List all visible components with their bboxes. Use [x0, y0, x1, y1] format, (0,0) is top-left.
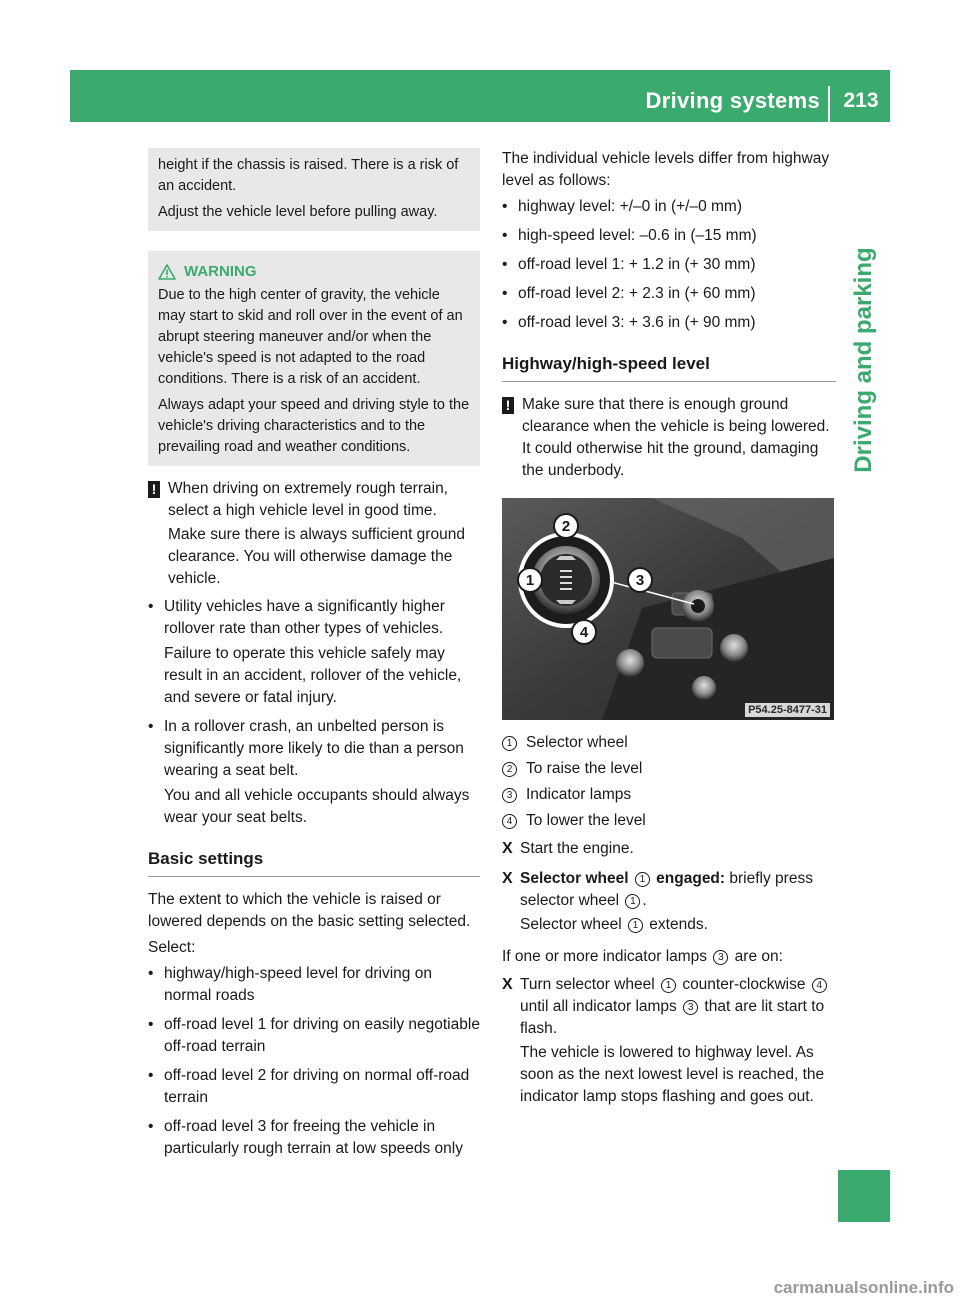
list-item-text: Failure to operate this vehicle safely may result in an accident, rollover of the vehicle, and severe or fatal injury.: [164, 645, 462, 706]
instruction-step: [502, 974, 836, 1110]
callout-number-icon: 1: [661, 978, 676, 993]
bullet-icon: •: [502, 314, 508, 331]
list-item-text: off-road level 2: + 2.3 in (+ 60 mm): [518, 285, 756, 302]
legend-item: [502, 758, 836, 780]
legend-item: [502, 732, 836, 754]
header-divider: [828, 86, 830, 122]
photo-reference-code: P54.25-8477-31: [745, 703, 830, 717]
callout-1: [518, 568, 542, 592]
warning-label: WARNING: [184, 263, 257, 280]
list-item-text: off-road level 2 for driving on normal off-road terrain: [164, 1067, 470, 1106]
list-item: [148, 1065, 480, 1112]
callout-3: [628, 568, 652, 592]
callout-number-icon: 2: [502, 762, 517, 777]
instruction-step: [502, 838, 836, 862]
page-number: 213: [843, 89, 879, 112]
callout-3-label: 3: [635, 572, 645, 589]
list-item: [502, 312, 836, 337]
legend-label: Indicator lamps: [526, 786, 632, 803]
step-text: Start the engine.: [520, 840, 634, 857]
bullet-icon: •: [148, 1118, 154, 1135]
list-item: [502, 196, 836, 221]
bullet-icon: •: [148, 598, 154, 615]
bullet-icon: •: [148, 718, 154, 735]
list-item-text: off-road level 3 for freeing the vehicle in particularly rough terrain at low speeds only: [164, 1118, 463, 1157]
warning-continuation-box: [148, 148, 480, 231]
section-heading: Basic settings: [148, 848, 480, 877]
legend-label: To lower the level: [526, 812, 646, 829]
chapter-title: Driving systems: [645, 88, 820, 113]
callout-number-icon: 3: [502, 788, 517, 803]
side-tab-marker: [838, 1170, 890, 1222]
body-text: The individual vehicle levels differ from highway level as follows:: [502, 150, 830, 189]
console-illustration: [502, 498, 834, 720]
side-tab: [838, 247, 890, 473]
note-text: Make sure that there is enough ground clearance when the vehicle is being lowered. It could otherwise hit the ground, damaging the underbody.: [522, 396, 830, 479]
callout-number-icon: 3: [713, 950, 728, 965]
page-header: [70, 70, 890, 122]
list-item-text: high-speed level: –0.6 in (–15 mm): [518, 227, 757, 244]
callout-4-label: 4: [579, 624, 589, 641]
note-text: When driving on extremely rough terrain, select a high vehicle level in good time.: [168, 480, 448, 519]
warning-text: height if the chassis is raised. There is a risk of an accident.: [158, 157, 459, 194]
list-item-text: off-road level 1 for driving on easily negotiable off-road terrain: [164, 1016, 480, 1055]
legend-item: [502, 784, 836, 806]
list-item: [502, 225, 836, 250]
list-item-text: highway level: +/–0 in (+/–0 mm): [518, 198, 742, 215]
step-arrow-icon: X: [502, 976, 513, 993]
callout-number-icon: 1: [635, 872, 650, 887]
list-item-text: off-road level 3: + 3.6 in (+ 90 mm): [518, 314, 756, 331]
side-tab-label: Driving and parking: [850, 247, 877, 473]
callout-number-icon: 4: [812, 978, 827, 993]
legend-label: Selector wheel: [526, 734, 628, 751]
list-item: [502, 254, 836, 279]
callout-number-icon: 4: [502, 814, 517, 829]
step-text: The vehicle is lowered to highway level. As soon as the next lowest level is reached, the indicator lamp stops flashing and goes out.: [520, 1044, 825, 1105]
right-column: [502, 148, 836, 1110]
list-item-text: off-road level 1: + 1.2 in (+ 30 mm): [518, 256, 756, 273]
callout-number-icon: 1: [628, 918, 643, 933]
caution-note: [502, 394, 836, 484]
bullet-icon: •: [502, 198, 508, 215]
warning-text: Always adapt your speed and driving style to the vehicle's driving characteristics and to the prevailing road and weather conditions.: [158, 397, 470, 455]
list-item-text: You and all vehicle occupants should always wear your seat belts.: [164, 787, 470, 826]
list-item: [148, 596, 480, 712]
warning-text: Adjust the vehicle level before pulling away.: [158, 204, 438, 220]
legend-item: [502, 810, 836, 832]
list-item: [148, 1014, 480, 1061]
section-heading: Highway/high-speed level: [502, 353, 836, 382]
step-arrow-icon: X: [502, 870, 513, 887]
bullet-icon: •: [502, 256, 508, 273]
list-item: [148, 1116, 480, 1163]
list-item-text: highway/high-speed level for driving on normal roads: [164, 965, 432, 1004]
caution-icon: !: [148, 481, 160, 498]
photo-legend: [502, 732, 836, 832]
body-text: The extent to which the vehicle is raised or lowered depends on the basic setting selected.: [148, 891, 471, 930]
list-item-text: In a rollover crash, an unbelted person is significantly more likely to die than a person wearing a seat belt.: [164, 718, 464, 779]
watermark: carmanualsonline.info: [773, 1278, 954, 1297]
legend-label: To raise the level: [526, 760, 643, 777]
callout-number-icon: 3: [683, 1000, 698, 1015]
bullet-icon: •: [148, 1067, 154, 1084]
step-text: Turn selector wheel 1 counter-clockwise 4 until all indicator lamps 3 that are lit start to flash.: [520, 974, 836, 1040]
list-item: [502, 283, 836, 308]
caution-icon: !: [502, 397, 514, 414]
body-text: Select:: [148, 939, 196, 956]
step-arrow-icon: X: [502, 840, 513, 857]
condition-text: If one or more indicator lamps 3 are on:: [502, 948, 783, 965]
list-item: [148, 716, 480, 832]
step-text: Selector wheel 1 extends.: [520, 916, 708, 933]
list-item-text: Utility vehicles have a significantly higher rollover rate than other types of vehicles.: [164, 598, 445, 637]
callout-4: [572, 620, 596, 644]
callout-1-label: 1: [525, 572, 535, 589]
bullet-icon: •: [502, 285, 508, 302]
warning-header: [158, 261, 470, 282]
bullet-icon: •: [148, 1016, 154, 1033]
warning-box: [148, 251, 480, 466]
warning-text: Due to the high center of gravity, the vehicle may start to skid and roll over in the event of an abrupt steering maneuver and/or when the vehicle's speed is not adapted to the road conditions. There is a risk of an accident.: [158, 287, 463, 387]
bullet-icon: •: [148, 965, 154, 982]
step-text: Selector wheel 1 engaged: briefly press selector wheel 1 .: [520, 870, 813, 909]
callout-number-icon: 1: [502, 736, 517, 751]
selector-wheel-photo: [502, 498, 834, 720]
caution-note: [148, 478, 480, 592]
list-item: [148, 963, 480, 1010]
callout-number-icon: 1: [625, 894, 640, 909]
note-text: Make sure there is always sufficient ground clearance. You will otherwise damage the vehicle.: [168, 526, 465, 587]
left-column: [148, 148, 480, 1163]
bullet-icon: •: [502, 227, 508, 244]
callout-2-label: 2: [561, 518, 571, 535]
instruction-step: [502, 868, 836, 938]
callout-2: [554, 514, 578, 538]
warning-triangle-icon: [158, 264, 176, 280]
